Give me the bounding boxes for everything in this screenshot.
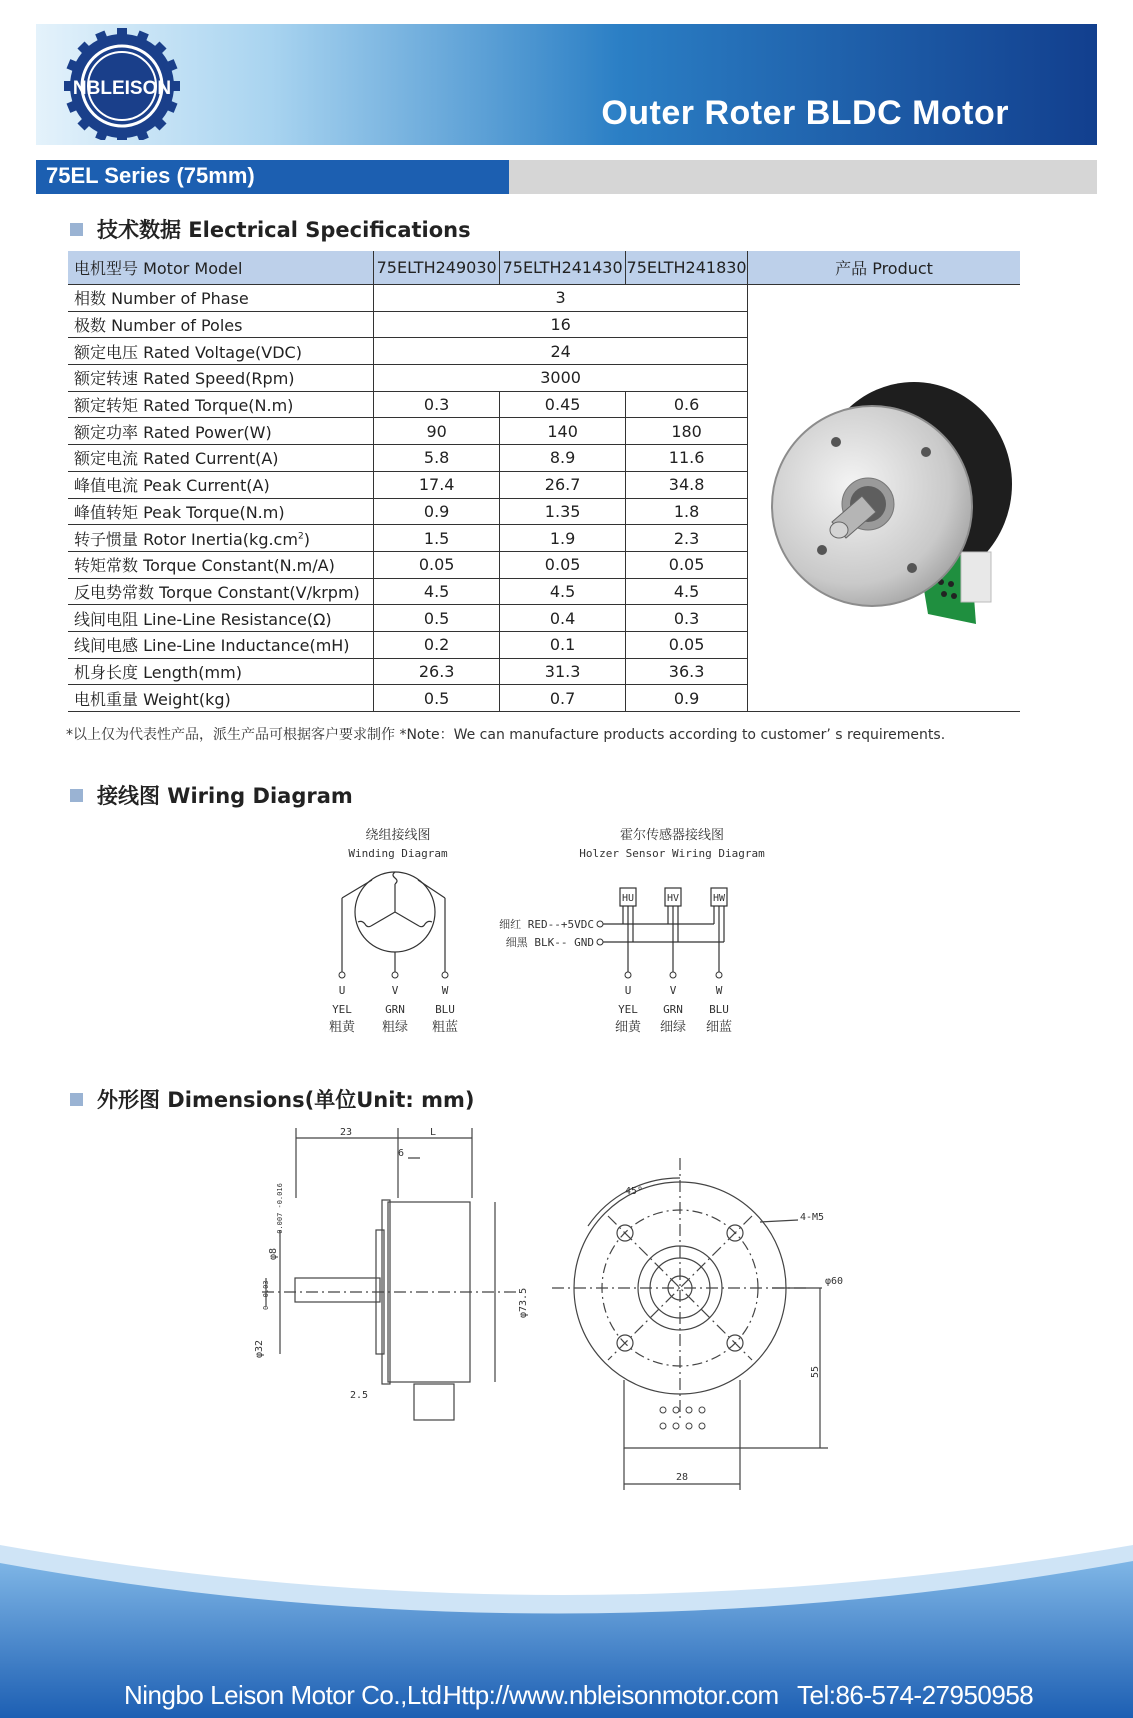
row-label: 电机重量 Weight(kg) xyxy=(68,685,374,712)
row-label-sup: 2 xyxy=(297,531,304,542)
dim-23: 23 xyxy=(340,1128,353,1138)
winding-terminal-cn: 粗黄 xyxy=(328,1020,356,1035)
winding-terminal-color: BLU xyxy=(435,1003,455,1016)
hall-terminal-letter: V xyxy=(669,984,677,997)
row-value: 4.5 xyxy=(500,578,626,605)
row-value: 24 xyxy=(374,338,748,365)
bullet-square-icon xyxy=(70,1093,83,1106)
row-label: 额定转速 Rated Speed(Rpm) xyxy=(68,365,374,392)
row-label-main: 转子惯量 Rotor Inertia(kg.cm xyxy=(74,529,298,549)
winding-terminal-color: YEL xyxy=(332,1003,352,1016)
header-model-2: 75ELTH241430 xyxy=(500,251,626,285)
winding-terminal-letter: V xyxy=(391,984,399,997)
row-value: 0.4 xyxy=(500,605,626,632)
row-value: 90 xyxy=(374,418,500,445)
svg-text:NBLEISON: NBLEISON xyxy=(72,78,172,99)
row-value: 0.05 xyxy=(626,551,748,578)
row-label: 线间电阻 Line-Line Resistance(Ω) xyxy=(68,605,374,632)
row-label: 峰值转矩 Peak Torque(N.m) xyxy=(68,498,374,525)
bullet-square-icon xyxy=(70,223,83,236)
series-bar xyxy=(36,160,1097,194)
row-value: 0.5 xyxy=(374,685,500,712)
row-label: 额定转矩 Rated Torque(N.m) xyxy=(68,391,374,418)
row-value: 31.3 xyxy=(500,658,626,685)
header-model-1: 75ELTH249030 xyxy=(374,251,500,285)
row-value: 1.35 xyxy=(500,498,626,525)
row-label: 机身长度 Length(mm) xyxy=(68,658,374,685)
dimension-drawing xyxy=(240,1128,860,1528)
row-value: 0.05 xyxy=(500,551,626,578)
row-value: 0.3 xyxy=(626,605,748,632)
row-label-end: ) xyxy=(303,529,310,549)
row-label: 极数 Number of Poles xyxy=(68,311,374,338)
series-label-bg xyxy=(36,160,509,194)
row-label: 相数 Number of Phase xyxy=(68,285,374,312)
winding-terminal-letter: U xyxy=(338,984,346,997)
dim-pcd: φ60 xyxy=(825,1276,844,1287)
dim-holes: 4-M5 xyxy=(800,1212,825,1223)
row-label: 反电势常数 Torque Constant(V/krpm) xyxy=(68,578,374,605)
hall-sensor-label: HV xyxy=(666,893,680,904)
row-value: 17.4 xyxy=(374,471,500,498)
dim-L: L xyxy=(430,1128,437,1138)
hall-terminal-cn: 细黄 xyxy=(614,1020,642,1035)
hall-terminal-letter: W xyxy=(715,984,723,997)
wiring-section-title xyxy=(70,780,353,810)
header-model-label: 电机型号 Motor Model xyxy=(68,251,374,285)
row-value: 0.2 xyxy=(374,631,500,658)
dim-body: φ73.5 xyxy=(518,1287,529,1318)
dims-section-title-text: 外形图 Dimensions(单位Unit: mm) xyxy=(97,1088,475,1112)
bullet-square-icon xyxy=(70,789,83,802)
footer-company: Ningbo Leison Motor Co.,Ltd. xyxy=(124,1680,449,1710)
row-value: 4.5 xyxy=(374,578,500,605)
table-note: *以上仅为代表性产品，派生产品可根据客户要求制作 *Note：We can manufacture products according to customer’ s requirements. xyxy=(66,727,946,743)
winding-title-cn: 绕组接线图 xyxy=(365,828,431,843)
winding-terminal-color: GRN xyxy=(385,1003,405,1016)
row-value: 1.9 xyxy=(500,525,626,552)
footer-tel: Tel:86-574-27950958 xyxy=(797,1680,1034,1710)
company-logo xyxy=(64,28,184,140)
front-view xyxy=(552,1158,828,1490)
row-value: 0.6 xyxy=(626,391,748,418)
row-value: 0.05 xyxy=(626,631,748,658)
hall-terminal-cn: 细蓝 xyxy=(705,1020,733,1035)
dim-55: 55 xyxy=(810,1365,821,1378)
row-value: 4.5 xyxy=(626,578,748,605)
dim-shaft: φ8 xyxy=(268,1247,279,1260)
hall-sensor-label: HW xyxy=(712,893,726,904)
row-value: 0.3 xyxy=(374,391,500,418)
header-banner xyxy=(36,24,1097,145)
hall-sensor-label: HU xyxy=(621,893,635,904)
row-value: 0.9 xyxy=(374,498,500,525)
wiring-section-title-text: 接线图 Wiring Diagram xyxy=(97,784,353,808)
row-value: 1.5 xyxy=(374,525,500,552)
row-value: 11.6 xyxy=(626,445,748,472)
row-value: 2.3 xyxy=(626,525,748,552)
row-value: 16 xyxy=(374,311,748,338)
series-label: 75EL Series (75mm) xyxy=(46,163,255,188)
row-value: 180 xyxy=(626,418,748,445)
spec-section-title-text: 技术数据 Electrical Specifications xyxy=(97,218,471,242)
row-value: 8.9 xyxy=(500,445,626,472)
header-product-label: 产品 Product xyxy=(748,251,1020,285)
dim-boss-tol: 0 -0.03 xyxy=(262,1280,270,1310)
winding-schematic xyxy=(342,872,445,972)
row-label: 额定功率 Rated Power(W) xyxy=(68,418,374,445)
row-value: 1.8 xyxy=(626,498,748,525)
row-value: 26.3 xyxy=(374,658,500,685)
row-value: 34.8 xyxy=(626,471,748,498)
row-value: 36.3 xyxy=(626,658,748,685)
dim-boss: φ32 xyxy=(254,1339,265,1358)
row-label: 峰值电流 Peak Current(A) xyxy=(68,471,374,498)
hall-power-label: 细红 RED--+5VDC xyxy=(499,918,594,931)
row-label xyxy=(68,525,374,552)
dims-section-title xyxy=(70,1084,475,1114)
row-value: 0.05 xyxy=(374,551,500,578)
hall-terminal-letter: U xyxy=(624,984,632,997)
wiring-diagram xyxy=(320,824,770,1044)
dim-shaft-tol: -0.007 -0.016 xyxy=(276,1183,284,1238)
hall-terminal-color: YEL xyxy=(618,1003,638,1016)
winding-title-en: Winding Diagram xyxy=(348,847,448,860)
row-value: 0.9 xyxy=(626,685,748,712)
hall-terminal-color: BLU xyxy=(709,1003,729,1016)
row-value: 3000 xyxy=(374,365,748,392)
row-label: 转矩常数 Torque Constant(N.m/A) xyxy=(68,551,374,578)
row-value: 5.8 xyxy=(374,445,500,472)
hall-terminal-cn: 细绿 xyxy=(659,1020,687,1035)
row-value: 0.45 xyxy=(500,391,626,418)
row-label: 额定电压 Rated Voltage(VDC) xyxy=(68,338,374,365)
dim-angle: 45° xyxy=(625,1186,644,1197)
spec-table-header xyxy=(68,251,1020,285)
winding-terminal-cn: 粗蓝 xyxy=(431,1020,459,1035)
row-label: 线间电感 Line-Line Inductance(mH) xyxy=(68,631,374,658)
row-value: 0.5 xyxy=(374,605,500,632)
table-row xyxy=(68,285,1020,312)
header-model-3: 75ELTH241830 xyxy=(626,251,748,285)
spec-section-title xyxy=(70,214,471,244)
hall-power-label: 细黑 BLK-- GND xyxy=(505,936,594,949)
dim-2-5: 2.5 xyxy=(350,1390,369,1401)
motor-product-photo xyxy=(766,372,1026,634)
winding-terminal-cn: 粗绿 xyxy=(381,1020,409,1035)
row-value: 26.7 xyxy=(500,471,626,498)
row-value: 0.7 xyxy=(500,685,626,712)
winding-terminal-letter: W xyxy=(441,984,449,997)
footer-website[interactable]: Http://www.nbleisonmotor.com xyxy=(443,1680,779,1710)
side-view xyxy=(262,1128,520,1420)
row-value: 0.1 xyxy=(500,631,626,658)
row-value: 3 xyxy=(374,285,748,312)
header-title: Outer Roter BLDC Motor xyxy=(601,94,1009,132)
row-label: 额定电流 Rated Current(A) xyxy=(68,445,374,472)
dim-6: 6 xyxy=(398,1148,405,1159)
row-value: 140 xyxy=(500,418,626,445)
hall-title-cn: 霍尔传感器接线图 xyxy=(619,828,725,843)
dim-28: 28 xyxy=(676,1472,689,1483)
hall-terminal-color: GRN xyxy=(663,1003,683,1016)
hall-title-en: Holzer Sensor Wiring Diagram xyxy=(579,847,765,860)
